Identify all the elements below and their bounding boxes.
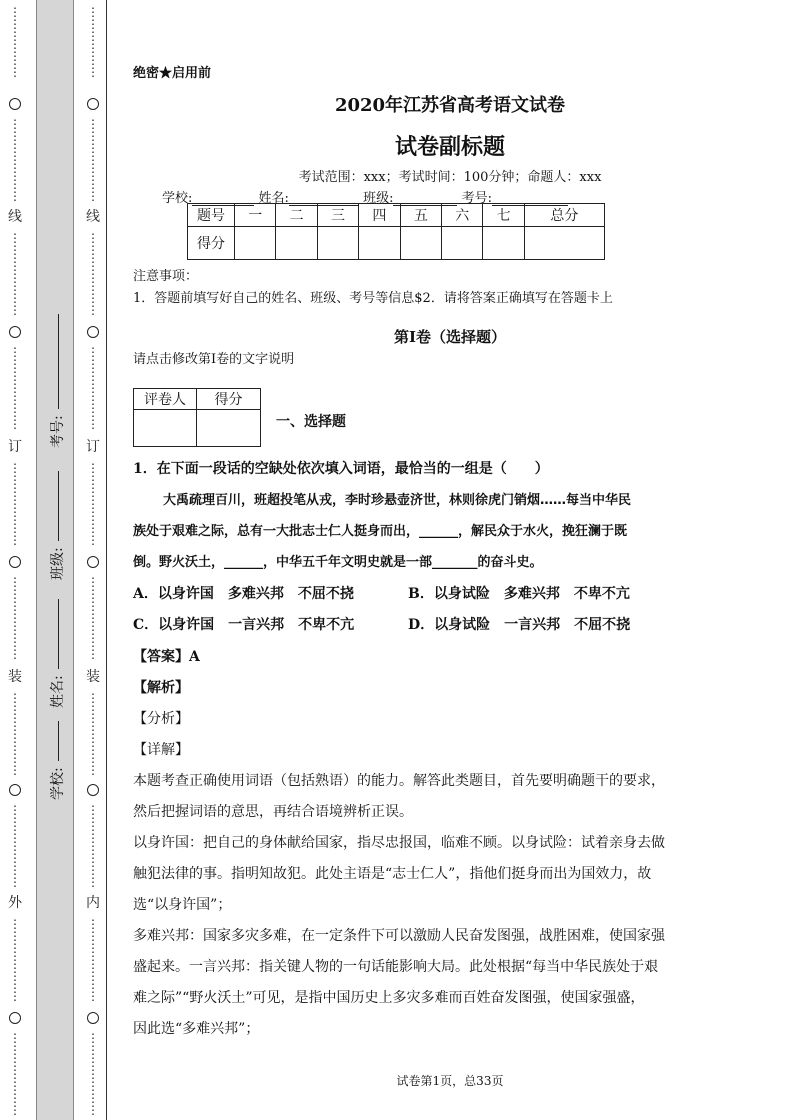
- notes-item-1: 1．答题前填写好自己的姓名、班级、考号等信息$2．请将答案正确填写在答题卡上: [133, 291, 613, 306]
- binding-inner-column: [78, 0, 108, 1120]
- circle-mark: [87, 326, 99, 338]
- dot-leader: ⋮ ⋮ ⋮ ⋮ ⋮ ⋮ ⋮: [87, 803, 99, 889]
- score-cell[interactable]: [317, 227, 358, 260]
- exam-subtitle: 试卷副标题: [394, 134, 505, 160]
- score-col-header: 六: [442, 204, 483, 227]
- exam-info: 考试范围：xxx；考试时间：100分钟；命题人：xxx: [298, 170, 602, 185]
- grader-label: 评卷人: [134, 389, 197, 410]
- page-footer: 试卷第1页，总33页: [396, 1074, 504, 1088]
- dot-leader: ⋮ ⋮ ⋮ ⋮ ⋮ ⋮ ⋮: [87, 691, 99, 777]
- score-col-header: 七: [483, 204, 524, 227]
- explanation-line: 以身许国：把自己的身体献给国家，指尽忠报国，临难不顾。以身试险：试着亲身去做: [133, 835, 665, 851]
- score-cell[interactable]: [400, 227, 441, 260]
- option-d[interactable]: D．以身试险 一言兴邦 不屈不挠: [408, 617, 631, 633]
- passage-line: 倒。野火沃土，______，中华五千年文明史就是一部_______的奋斗史。: [133, 555, 543, 570]
- circle-mark: [87, 556, 99, 568]
- class-label: 班级:: [363, 191, 394, 206]
- circle-mark: [9, 98, 21, 110]
- dot-leader: ⋮ ⋮ ⋮ ⋮ ⋮ ⋮ ⋮: [9, 691, 21, 777]
- binding-char-line: 线: [86, 209, 100, 225]
- binding-char-bind: 装: [86, 669, 100, 685]
- binding-char-order: 订: [8, 439, 22, 455]
- circle-mark: [87, 1012, 99, 1024]
- secret-mark: 绝密★启用前: [133, 66, 212, 81]
- name-label: 姓名:: [258, 191, 289, 206]
- binding-info-strip: [36, 0, 74, 1120]
- score-col-header: 一: [235, 204, 276, 227]
- explanation-line: 难之际”“野火沃土”可见，是指中国历史上多灾多难而百姓奋发图强，使国家强盛，: [133, 990, 645, 1006]
- section1-title: 一、选择题: [276, 414, 346, 430]
- binding-char-inner: 内: [86, 895, 100, 911]
- dot-leader: ⋮ ⋮ ⋮ ⋮ ⋮ ⋮: [87, 5, 99, 79]
- exam-title: 2020年江苏省高考语文试卷: [334, 95, 566, 116]
- dot-leader: ⋮ ⋮ ⋮ ⋮ ⋮ ⋮ ⋮: [9, 345, 21, 431]
- dot-leader: ⋮ ⋮ ⋮ ⋮ ⋮ ⋮ ⋮: [9, 117, 21, 203]
- dot-leader: ⋮ ⋮ ⋮ ⋮ ⋮ ⋮: [9, 5, 21, 79]
- score-col-header: 总分: [524, 204, 604, 227]
- score-table: [187, 203, 605, 260]
- dot-leader: ⋮ ⋮ ⋮ ⋮ ⋮ ⋮ ⋮: [9, 917, 21, 1003]
- binding-char-order: 订: [86, 439, 100, 455]
- score-table-header-row: [188, 204, 605, 227]
- option-b[interactable]: B．以身试险 多难兴邦 不卑不亢: [408, 586, 630, 602]
- grader-cell[interactable]: [134, 410, 197, 447]
- passage-line: 大禹疏理百川，班超投笔从戎，李时珍悬壶济世，林则徐虎门销烟……每当中华民: [163, 493, 632, 508]
- dot-leader: ⋮ ⋮ ⋮ ⋮ ⋮ ⋮ ⋮: [9, 1031, 21, 1117]
- score-col-header: 二: [276, 204, 317, 227]
- name-field[interactable]: 姓名:: [47, 599, 67, 708]
- class-field[interactable]: 班级:: [47, 471, 67, 580]
- question1-stem: 1．在下面一段话的空缺处依次填入词语，最恰当的一组是（ ）: [133, 461, 549, 477]
- dot-leader: ⋮ ⋮ ⋮ ⋮ ⋮ ⋮ ⋮: [9, 231, 21, 317]
- circle-mark: [9, 784, 21, 796]
- binding-char-line: 线: [8, 209, 22, 225]
- score-cell[interactable]: [359, 227, 400, 260]
- score-cell[interactable]: [235, 227, 276, 260]
- dot-leader: ⋮ ⋮ ⋮ ⋮ ⋮ ⋮ ⋮: [9, 575, 21, 661]
- grader-score-label: 得分: [197, 389, 261, 410]
- id-label: 考号:: [461, 191, 492, 206]
- circle-mark: [9, 556, 21, 568]
- binding-divider: [106, 0, 107, 1120]
- score-row-label: 得分: [188, 227, 235, 260]
- explanation-line: 因此选“多难兴邦”；: [133, 1021, 260, 1037]
- circle-mark: [9, 326, 21, 338]
- circle-mark: [87, 98, 99, 110]
- score-cell[interactable]: [442, 227, 483, 260]
- option-c[interactable]: C．以身许国 一言兴邦 不卑不亢: [133, 617, 355, 633]
- explanation-line: 选“以身许国”；: [133, 897, 232, 913]
- grader-score-cell[interactable]: [197, 410, 261, 447]
- dot-leader: ⋮ ⋮ ⋮ ⋮ ⋮ ⋮ ⋮: [87, 117, 99, 203]
- dot-leader: ⋮ ⋮ ⋮ ⋮ ⋮ ⋮ ⋮: [87, 231, 99, 317]
- dot-leader: ⋮ ⋮ ⋮ ⋮ ⋮ ⋮ ⋮: [9, 461, 21, 547]
- circle-mark: [87, 784, 99, 796]
- passage-line: 族处于艰难之际，总有一大批志士仁人挺身而出，______，解民众于水火，挽狂澜于既: [133, 524, 628, 539]
- binding-char-bind: 装: [8, 669, 22, 685]
- option-a[interactable]: A．以身许国 多难兴邦 不屈不挠: [133, 586, 354, 602]
- explanation-line: 触犯法律的事。指明知故犯。此处主语是“志士仁人”，指他们挺身而出为国效力，故: [133, 866, 652, 882]
- notes-title: 注意事项：: [133, 269, 199, 284]
- binding-outer-column: [0, 0, 30, 1120]
- score-table-score-row: [188, 227, 605, 260]
- binding-char-outer: 外: [8, 895, 22, 911]
- dot-leader: ⋮ ⋮ ⋮ ⋮ ⋮ ⋮ ⋮: [87, 1031, 99, 1117]
- score-cell[interactable]: [524, 227, 604, 260]
- circle-mark: [9, 1012, 21, 1024]
- score-col-header: 五: [400, 204, 441, 227]
- answer-label: 【答案】A: [133, 649, 200, 665]
- score-cell[interactable]: [276, 227, 317, 260]
- explanation-line: 本题考查正确使用词语（包括熟语）的能力。解答此类题目，首先要明确题干的要求，: [133, 773, 665, 789]
- dot-leader: ⋮ ⋮ ⋮ ⋮ ⋮ ⋮ ⋮: [87, 461, 99, 547]
- score-cell[interactable]: [483, 227, 524, 260]
- part1-title: 第I卷（选择题）: [393, 328, 507, 346]
- dot-leader: ⋮ ⋮ ⋮ ⋮ ⋮ ⋮ ⋮: [87, 575, 99, 661]
- dot-leader: ⋮ ⋮ ⋮ ⋮ ⋮ ⋮ ⋮: [9, 803, 21, 889]
- score-header-label: 题号: [188, 204, 235, 227]
- detail-label: 【详解】: [133, 742, 189, 758]
- dot-leader: ⋮ ⋮ ⋮ ⋮ ⋮ ⋮ ⋮: [87, 917, 99, 1003]
- explanation-line: 然后把握词语的意思，再结合语境辨析正误。: [133, 804, 413, 820]
- fenxi-label: 【分析】: [133, 711, 189, 727]
- part1-desc: 请点击修改第I卷的文字说明: [133, 352, 295, 367]
- analysis-label: 【解析】: [133, 680, 189, 696]
- dot-leader: ⋮ ⋮ ⋮ ⋮ ⋮ ⋮ ⋮: [87, 345, 99, 431]
- id-field[interactable]: 考号:: [47, 314, 67, 448]
- school-field[interactable]: 学校:: [47, 721, 67, 800]
- school-label: 学校:: [162, 191, 193, 206]
- score-col-header: 三: [317, 204, 358, 227]
- score-col-header: 四: [359, 204, 400, 227]
- explanation-line: 多难兴邦：国家多灾多难，在一定条件下可以激励人民奋发图强，战胜困难，使国家强: [133, 928, 665, 944]
- grader-box: [133, 388, 261, 447]
- explanation-line: 盛起来。一言兴邦：指关键人物的一句话能影响大局。此处根据“每当中华民族处于艰: [133, 959, 659, 975]
